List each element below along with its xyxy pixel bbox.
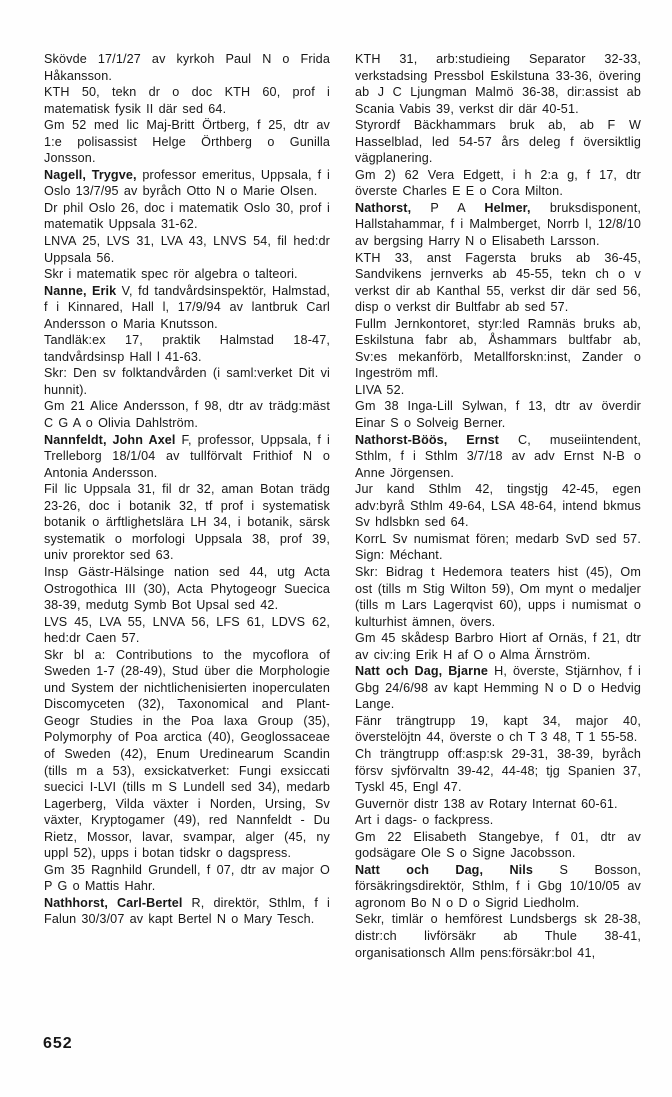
- entry-text: Gm 52 med lic Maj-Britt Örtberg, f 25, dtr av 1:e polisassist Helge Örthberg o Gunilla Jonsson.: [44, 118, 330, 166]
- entry-text: Fullm Jernkontoret, styr:led Ramnäs bruks ab, Eskilstuna fabr ab, Åshammars bultfabr ab, Sv:es mekanförb, Metallforskn:inst, Zander o Ingeström mfl.: [355, 316, 641, 381]
- entry-text: H, överste, Stjärnhov, f i Gbg 24/6/98 av kapt Hemming N o D o Hedvig Lange.: [355, 664, 641, 712]
- entry-paragraph: [44, 432, 330, 482]
- entry-paragraph: [355, 713, 641, 746]
- entry-text: LIVA 52.: [355, 382, 405, 397]
- entry-paragraph: [44, 365, 330, 398]
- entry-paragraph: [44, 398, 330, 431]
- entry-text: Dr phil Oslo 26, doc i matematik Oslo 30, prof i matematik Uppsala 31-62.: [44, 200, 330, 232]
- entry-paragraph: [355, 630, 641, 663]
- entry-paragraph: [355, 796, 641, 813]
- entry-text: Skr: Bidrag t Hedemora teaters hist (45), Om ost (tills m Stig Wilton 59), Om mynt o medaljer (tills m Lars Lagerqvist 60), upps i numismat o kulturhist ämnen, övers.: [355, 564, 641, 629]
- entry-text: Skr i matematik spec rör algebra o talteori.: [44, 267, 298, 282]
- entry-text: Gm 22 Elisabeth Stangebye, f 01, dtr av godsägare Ole S o Signe Jacobsson.: [355, 829, 641, 861]
- entry-paragraph: [44, 647, 330, 862]
- entry-text: Tandläk:ex 17, praktik Halmstad 18-47, tandvårdsinsp Hall l 41-63.: [44, 333, 330, 364]
- entry-paragraph: [355, 663, 641, 713]
- entry-text: P A: [411, 200, 485, 215]
- entry-paragraph: [355, 200, 641, 250]
- entry-text: S Bosson, försäkringsdirektör, Sthlm, f i Gbg 10/10/05 av agronom Bo N o D o Sigrid Liedholm.: [355, 862, 641, 910]
- entry-paragraph: [355, 382, 641, 399]
- entry-name: Nathorst,: [355, 200, 412, 215]
- entry-paragraph: [44, 167, 330, 200]
- entry-paragraph: [355, 746, 641, 796]
- entry-paragraph: [355, 481, 641, 531]
- entry-text: Gm 21 Alice Andersson, f 98, dtr av trädg:mäst C G A o Olivia Dahlström.: [44, 399, 330, 431]
- entry-paragraph: [44, 564, 330, 614]
- entry-text: bruksdisponent, Hallstahammar, f i Malmberget, Norrb l, 12/8/10 av bergsing Harry N o Elisabeth Larsson.: [355, 200, 641, 249]
- entry-paragraph: [355, 812, 641, 829]
- entry-paragraph: [355, 531, 641, 564]
- entry-text: KTH 50, tekn dr o doc KTH 60, prof i matematisk fysik II där sed 64.: [44, 85, 330, 116]
- entry-text: Styrordf Bäckhammars bruk ab, ab F W Hasselblad, led 54-57 års deleg f översiktlig vägplanering.: [355, 118, 641, 166]
- entry-text: Sekr, timlär o hemförest Lundsbergs sk 28-38, distr:ch livförsäkr ab Thule 38-41, organisationsch Allm pens:försäkr:bol 41,: [355, 912, 641, 960]
- entry-paragraph: [44, 51, 330, 84]
- entry-text: Gm 45 skådesp Barbro Hiort af Ornäs, f 21, dtr av civ:ing Erik H af O o Alma Ärnström.: [355, 631, 641, 662]
- entry-paragraph: [44, 332, 330, 365]
- text-columns: [44, 51, 641, 961]
- entry-name: Nannfeldt, John Axel: [44, 432, 176, 447]
- entry-paragraph: [355, 316, 641, 382]
- entry-text: LVS 45, LVA 55, LNVA 56, LFS 61, LDVS 62, hed:dr Caen 57.: [44, 614, 330, 646]
- entry-name: Nathhorst, Carl-Bertel: [44, 895, 183, 910]
- left-column: [44, 51, 330, 961]
- entry-paragraph: [44, 283, 330, 333]
- entry-text: Guvernör distr 138 av Rotary Internat 60-61.: [355, 796, 618, 811]
- entry-text: Gm 2) 62 Vera Edgett, i h 2:a g, f 17, dtr överste Charles E E o Cora Milton.: [355, 167, 641, 199]
- entry-paragraph: [44, 117, 330, 167]
- entry-text: Skr: Den sv folktandvården (i saml:verket Dit vi hunnit).: [44, 366, 330, 397]
- entry-text: Gm 38 Inga-Lill Sylwan, f 13, dtr av överdir Einar S o Solveig Berner.: [355, 399, 641, 431]
- entry-text: Fänr trängtrupp 19, kapt 34, major 40, överstelöjtn 44, överste o ch T 3 48, T 1 55-58.: [355, 713, 641, 745]
- entry-paragraph: [355, 117, 641, 167]
- entry-name: Natt och Dag, Bjarne: [355, 664, 489, 679]
- entry-paragraph: [44, 895, 330, 928]
- entry-text: Insp Gästr-Hälsinge nation sed 44, utg Acta Ostrogothica III (30), Acta Phytogeogr Suecica 38-39, medutg Symb Bot Upsal sed 42.: [44, 564, 330, 613]
- entry-paragraph: [355, 564, 641, 630]
- entry-text: F, professor, Uppsala, f i Trelleborg 18/1/04 av tullförvalt Frithiof N o Antonia Andersson.: [44, 432, 330, 480]
- entry-text: Fil lic Uppsala 31, fil dr 32, aman Botan trädg 23-26, doc i botanik 32, tf prof i systematisk botanik o ärftlighetslära LH 34, i botanik, särsk systematik o morfologi Uppsala 38, prof 39, univ prorektor sed 63.: [44, 482, 330, 563]
- entry-name: Helmer,: [484, 200, 531, 215]
- entry-text: C, museiintendent, Sthlm, f i Sthlm 3/7/18 av adv Ernst N-B o Anne Jörgensen.: [355, 432, 641, 480]
- entry-text: Skr bl a: Contributions to the mycoflora of Sweden 1-7 (28-49), Stud über die Morphologie und System der nichtlichenisierten inoperculaten Discomyceten (32), Taxonomical and Plant-Geogr Studies in the Poa laxa Group (35), Polymorphy of Poa arctica (40), Geoglossaceae of Sweden (42), Enum Uredinearum Scandin (tills m a 53), exsickatverket: Fungi exsiccati suecici I-LVI (tills m S Lundell sed 34), medarb Lagerberg, Vilda växter i Norden, Ursing, Sv växter, Kryptogamer (49), red Nannfeldt - Du Rietz, Mossor, lavar, svampar, alger (45, ny uppl 52), upps i botan tidskr o dagspress.: [44, 647, 330, 861]
- entry-text: professor emeritus, Uppsala, f i Oslo 13/7/95 av byråch Otto N o Marie Olsen.: [44, 167, 330, 199]
- entry-paragraph: [44, 200, 330, 233]
- entry-paragraph: [355, 829, 641, 862]
- entry-text: Gm 35 Ragnhild Grundell, f 07, dtr av major O P G o Mattis Hahr.: [44, 862, 330, 894]
- entry-text: KTH 31, arb:studieing Separator 32-33, verkstadsing Pressbol Eskilstuna 33-36, övering ab J C Ljungman Malmö 36-38, dir:assist ab Scania Vabis 39, verkst dir där 40-51.: [355, 52, 641, 116]
- entry-text: LNVA 25, LVS 31, LVA 43, LNVS 54, fil hed:dr Uppsala 56.: [44, 234, 330, 265]
- entry-name: Natt och Dag, Nils: [355, 862, 533, 877]
- entry-text: Ch trängtrupp off:asp:sk 29-31, 38-39, byråch försv sjvförvaltn 39-42, 44-48; tjg Spanien 37, Tyskl 45, Engl 47.: [355, 746, 641, 795]
- entry-paragraph: [355, 911, 641, 961]
- entry-name: Nagell, Trygve,: [44, 167, 137, 182]
- entry-text: V, fd tandvårdsinspektör, Halmstad, f i Kinnared, Hall l, 17/9/94 av lantbruk Carl Andersson o Maria Knutsson.: [44, 283, 330, 331]
- entry-text: Jur kand Sthlm 42, tingstjg 42-45, egen adv:byrå Sthlm 49-64, LSA 48-64, intend bkmus Sv hdlsbkn sed 64.: [355, 482, 641, 530]
- entry-paragraph: [44, 614, 330, 647]
- entry-paragraph: [355, 167, 641, 200]
- right-column: [355, 51, 641, 961]
- entry-paragraph: [355, 398, 641, 431]
- entry-text: KorrL Sv numismat fören; medarb SvD sed 57. Sign: Méchant.: [355, 531, 641, 563]
- entry-paragraph: [44, 84, 330, 117]
- entry-paragraph: [355, 432, 641, 482]
- page-number: 652: [43, 1035, 73, 1052]
- entry-text: R, direktör, Sthlm, f i Falun 30/3/07 av kapt Bertel N o Mary Tesch.: [44, 895, 330, 927]
- entry-paragraph: [44, 862, 330, 895]
- entry-paragraph: [44, 481, 330, 564]
- entry-name: Nanne, Erik: [44, 283, 117, 298]
- entry-text: KTH 33, anst Fagersta bruks ab 36-45, Sandvikens jernverks ab 45-55, tekn ch o v verkst dir ab Kanthal 55, verkst dir där sed 56, disp o verkst dir Bultfabr ab sed 57.: [355, 250, 641, 315]
- entry-text: Skövde 17/1/27 av kyrkoh Paul N o Frida Håkansson.: [44, 52, 330, 83]
- entry-text: Art i dags- o fackpress.: [355, 813, 494, 828]
- entry-paragraph: [355, 862, 641, 912]
- entry-paragraph: [355, 51, 641, 117]
- entry-paragraph: [355, 250, 641, 316]
- entry-paragraph: [44, 233, 330, 266]
- entry-paragraph: [44, 266, 330, 283]
- entry-name: Nathorst-Böös, Ernst: [355, 432, 499, 447]
